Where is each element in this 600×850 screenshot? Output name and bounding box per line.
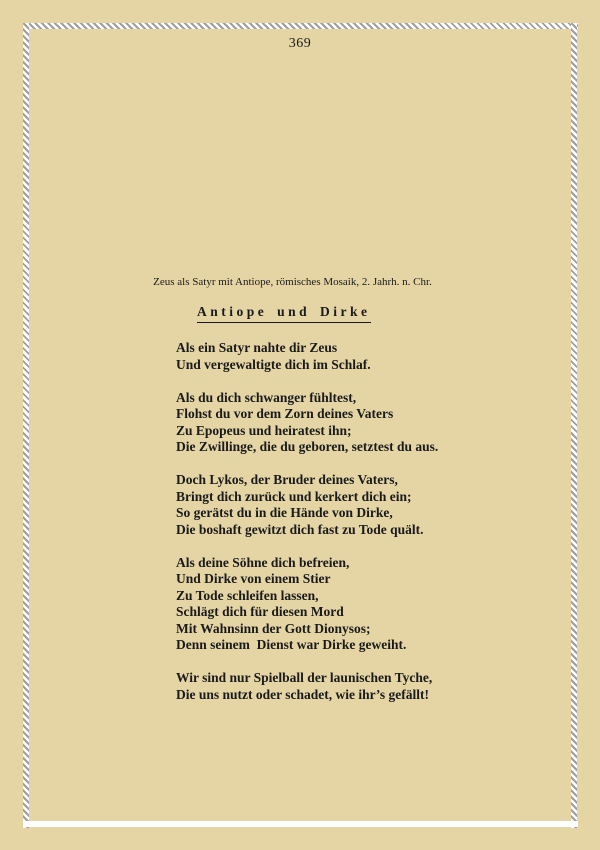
poem-line: Als du dich schwanger fühltest, [176, 389, 357, 405]
poem-line: Doch Lykos, der Bruder deines Vaters, [176, 472, 398, 487]
frame-border-left [23, 23, 29, 828]
frame-border-top [23, 23, 578, 29]
poem-line: Flohst du vor dem Zorn deines Vaters [176, 406, 394, 421]
frame-border-right [571, 23, 577, 828]
poem-line: So gerätst du in die Hände von Dirke, [176, 505, 393, 520]
poem-line: Zu Epopeus und heiratest ihn; [176, 422, 352, 438]
stanza [176, 555, 438, 654]
poem-line: Und vergewaltigte dich im Schlaf. [176, 356, 371, 372]
poem-line: Die Zwillinge, die du geboren, setztest du aus. [176, 439, 439, 454]
poem-line: Denn seinem Dienst war Dirke geweiht. [176, 637, 407, 652]
poem-line: Die boshaft gewitzt dich fast zu Tode quält. [176, 521, 424, 537]
poem [176, 340, 438, 720]
poem-line: Und Dirke von einem Stier [176, 571, 331, 586]
poem-title: Antiope und Dirke [197, 304, 371, 323]
stanza [176, 390, 438, 456]
stanza [176, 472, 438, 538]
frame-border-bottom [23, 821, 578, 827]
poem-line: Wir sind nur Spielball der launischen Tyche, [176, 670, 433, 685]
stanza [176, 340, 438, 373]
page-number: 369 [288, 36, 312, 51]
poem-line: Mit Wahnsinn der Gott Dionysos; [176, 620, 371, 636]
poem-line: Zu Tode schleifen lassen, [176, 587, 319, 603]
poem-line: Bringt dich zurück und kerkert dich ein; [176, 488, 412, 504]
stanza [176, 670, 438, 703]
image-caption: Zeus als Satyr mit Antiope, römisches Mosaik, 2. Jahrh. n. Chr. [153, 276, 432, 288]
poem-line: Als ein Satyr nahte dir Zeus [176, 340, 338, 355]
poem-line: Die uns nutzt oder schadet, wie ihr’s gefällt! [176, 686, 429, 702]
poem-line: Als deine Söhne dich befreien, [176, 554, 350, 570]
poem-line: Schlägt dich für diesen Mord [176, 604, 344, 619]
